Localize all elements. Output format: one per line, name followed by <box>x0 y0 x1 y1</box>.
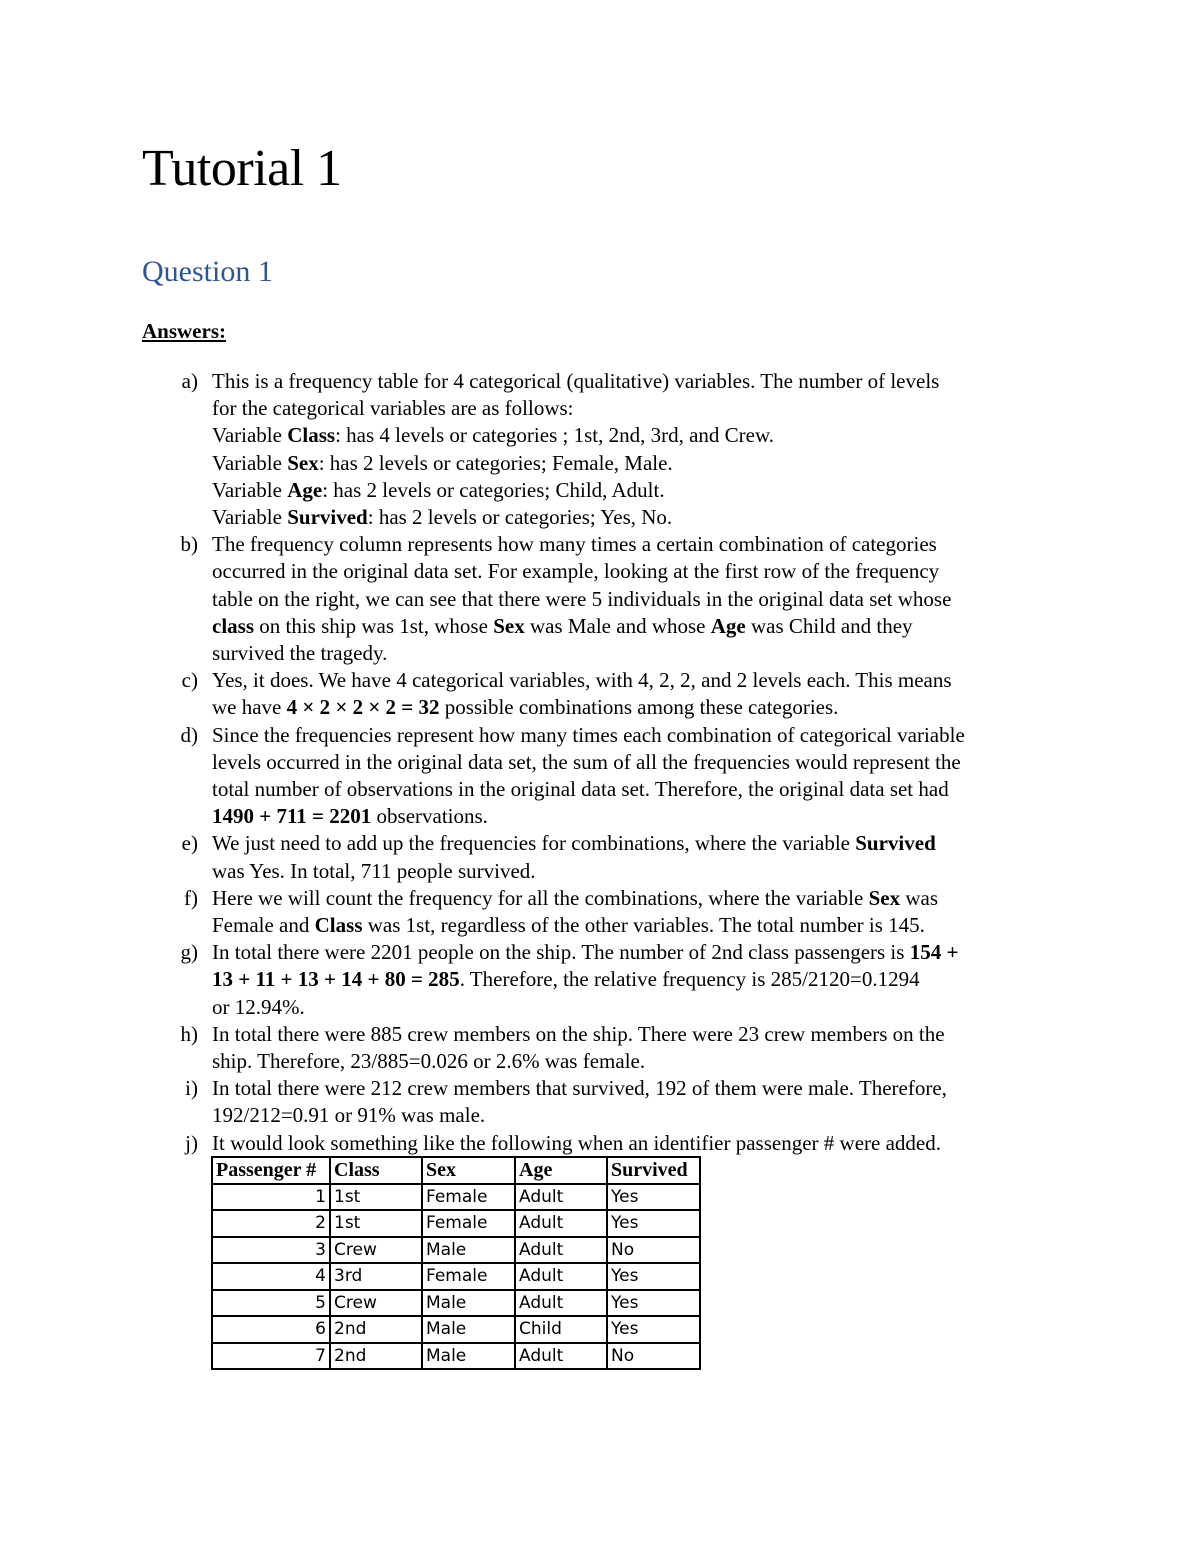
answer-g <box>142 939 1072 1021</box>
math-expression: 4 × 2 × 2 × 2 = 32 <box>286 695 440 720</box>
table-row <box>212 1343 700 1370</box>
table-cell: Male <box>422 1316 515 1343</box>
table-header-row <box>212 1157 700 1184</box>
answer-text: class on this ship was 1st, whose Sex was Male and whose Age was Child and they <box>212 613 913 638</box>
answer-text: ship. Therefore, 23/885=0.026 or 2.6% was female. <box>212 1049 646 1074</box>
answer-b <box>142 531 1072 667</box>
list-marker: f) <box>184 885 198 910</box>
answer-text: Yes, it does. We have 4 categorical variables, with 4, 2, 2, and 2 levels each. This means <box>212 668 952 693</box>
table-cell: 7 <box>212 1343 330 1370</box>
answers-list <box>142 368 1072 1157</box>
table-cell: Yes <box>607 1210 700 1237</box>
answer-text: The frequency column represents how many times a certain combination of categories <box>212 532 937 557</box>
table-cell: Adult <box>515 1184 607 1211</box>
table-row <box>212 1210 700 1237</box>
table-cell: 5 <box>212 1290 330 1317</box>
column-header-passenger: Passenger # <box>212 1157 330 1184</box>
list-marker: h) <box>180 1021 198 1046</box>
table-row <box>212 1263 700 1290</box>
question-heading: Question 1 <box>142 255 273 288</box>
column-header-sex: Sex <box>422 1157 515 1184</box>
table-cell: Male <box>422 1343 515 1370</box>
variable-survived-line: Variable Survived: has 2 levels or categories; Yes, No. <box>212 505 673 530</box>
answer-text: total number of observations in the original data set. Therefore, the original data set had <box>212 777 949 802</box>
answers-label: Answers: <box>142 319 226 343</box>
table-cell: Yes <box>607 1184 700 1211</box>
table-cell: Male <box>422 1290 515 1317</box>
answer-text: occurred in the original data set. For example, looking at the first row of the frequency <box>212 559 940 584</box>
answer-f <box>142 885 1072 939</box>
answer-text: levels occurred in the original data set, the sum of all the frequencies would represent the <box>212 749 961 774</box>
table-cell: Yes <box>607 1316 700 1343</box>
column-header-survived: Survived <box>607 1157 700 1184</box>
answer-text: Since the frequencies represent how many times each combination of categorical variable <box>212 722 965 747</box>
answer-text: In total there were 885 crew members on the ship. There were 23 crew members on the <box>212 1021 945 1046</box>
table-cell: 3 <box>212 1237 330 1264</box>
table-cell: Adult <box>515 1210 607 1237</box>
list-marker: g) <box>180 940 198 965</box>
table-cell: 4 <box>212 1263 330 1290</box>
answer-text: for the categorical variables are as follows: <box>212 396 574 421</box>
table-cell: Crew <box>330 1237 422 1264</box>
table-cell: 1 <box>212 1184 330 1211</box>
math-expression: 1490 + 711 = 2201 <box>212 804 372 829</box>
table-cell: No <box>607 1343 700 1370</box>
column-header-class: Class <box>330 1157 422 1184</box>
table-cell: 1st <box>330 1184 422 1211</box>
table-cell: 2nd <box>330 1316 422 1343</box>
list-marker: a) <box>181 369 198 393</box>
answer-text: Female and Class was 1st, regardless of the other variables. The total number is 145. <box>212 913 925 938</box>
answer-text: or 12.94%. <box>212 994 305 1019</box>
passenger-table-wrapper <box>211 1156 701 1370</box>
math-expression: 154 + <box>909 940 959 965</box>
answer-c <box>142 667 1072 721</box>
variable-sex-line: Variable Sex: has 2 levels or categories; Female, Male. <box>212 450 673 475</box>
table-row <box>212 1316 700 1343</box>
table-cell: No <box>607 1237 700 1264</box>
table-row <box>212 1290 700 1317</box>
answer-text: 192/212=0.91 or 91% was male. <box>212 1103 486 1128</box>
table-cell: Adult <box>515 1237 607 1264</box>
table-cell: 1st <box>330 1210 422 1237</box>
answer-text: table on the right, we can see that there were 5 individuals in the original data set whose <box>212 586 952 611</box>
table-cell: Yes <box>607 1263 700 1290</box>
answer-text: This is a frequency table for 4 categorical (qualitative) variables. The number of levels <box>212 369 940 393</box>
answer-text: It would look something like the following when an identifier passenger # were added. <box>212 1130 941 1155</box>
document-title: Tutorial 1 <box>142 140 342 197</box>
answer-text: survived the tragedy. <box>212 641 388 666</box>
passenger-table <box>211 1156 701 1370</box>
answer-text: 13 + 11 + 13 + 14 + 80 = 285. Therefore, the relative frequency is 285/2120=0.1294 <box>212 967 920 992</box>
answer-e <box>142 830 1072 884</box>
answer-d <box>142 722 1072 831</box>
table-cell: Adult <box>515 1263 607 1290</box>
math-expression: 13 + 11 + 13 + 14 + 80 = 285 <box>212 967 460 992</box>
list-marker: j) <box>185 1130 198 1155</box>
table-cell: Female <box>422 1263 515 1290</box>
table-cell: Crew <box>330 1290 422 1317</box>
table-row <box>212 1237 700 1264</box>
answer-a <box>142 368 1072 531</box>
answer-text: Here we will count the frequency for all the combinations, where the variable Sex was <box>212 885 938 910</box>
table-cell: Male <box>422 1237 515 1264</box>
table-cell: Female <box>422 1184 515 1211</box>
variable-class-line: Variable Class: has 4 levels or categories ; 1st, 2nd, 3rd, and Crew. <box>212 423 775 448</box>
variable-age-line: Variable Age: has 2 levels or categories; Child, Adult. <box>212 477 665 502</box>
answer-text: was Yes. In total, 711 people survived. <box>212 858 536 883</box>
answer-i <box>142 1075 1072 1129</box>
table-cell: 3rd <box>330 1263 422 1290</box>
answer-text: we have 4 × 2 × 2 × 2 = 32 possible combinations among these categories. <box>212 695 839 720</box>
table-cell: 6 <box>212 1316 330 1343</box>
table-cell: Female <box>422 1210 515 1237</box>
list-marker: i) <box>185 1076 198 1101</box>
table-cell: 2nd <box>330 1343 422 1370</box>
table-cell: 2 <box>212 1210 330 1237</box>
answer-j <box>142 1130 1072 1157</box>
column-header-age: Age <box>515 1157 607 1184</box>
table-cell: Adult <box>515 1343 607 1370</box>
answer-text: 1490 + 711 = 2201 observations. <box>212 804 488 829</box>
table-row <box>212 1184 700 1211</box>
answer-text: In total there were 212 crew members that survived, 192 of them were male. Therefore, <box>212 1076 947 1101</box>
list-marker: d) <box>180 722 198 747</box>
answer-text: In total there were 2201 people on the ship. The number of 2nd class passengers is 154 + <box>212 940 959 965</box>
answer-h <box>142 1021 1072 1075</box>
list-marker: e) <box>181 831 198 856</box>
list-marker: b) <box>180 532 198 557</box>
table-cell: Adult <box>515 1290 607 1317</box>
answer-text: We just need to add up the frequencies for combinations, where the variable Survived <box>212 831 936 856</box>
table-cell: Yes <box>607 1290 700 1317</box>
list-marker: c) <box>181 668 198 693</box>
table-cell: Child <box>515 1316 607 1343</box>
